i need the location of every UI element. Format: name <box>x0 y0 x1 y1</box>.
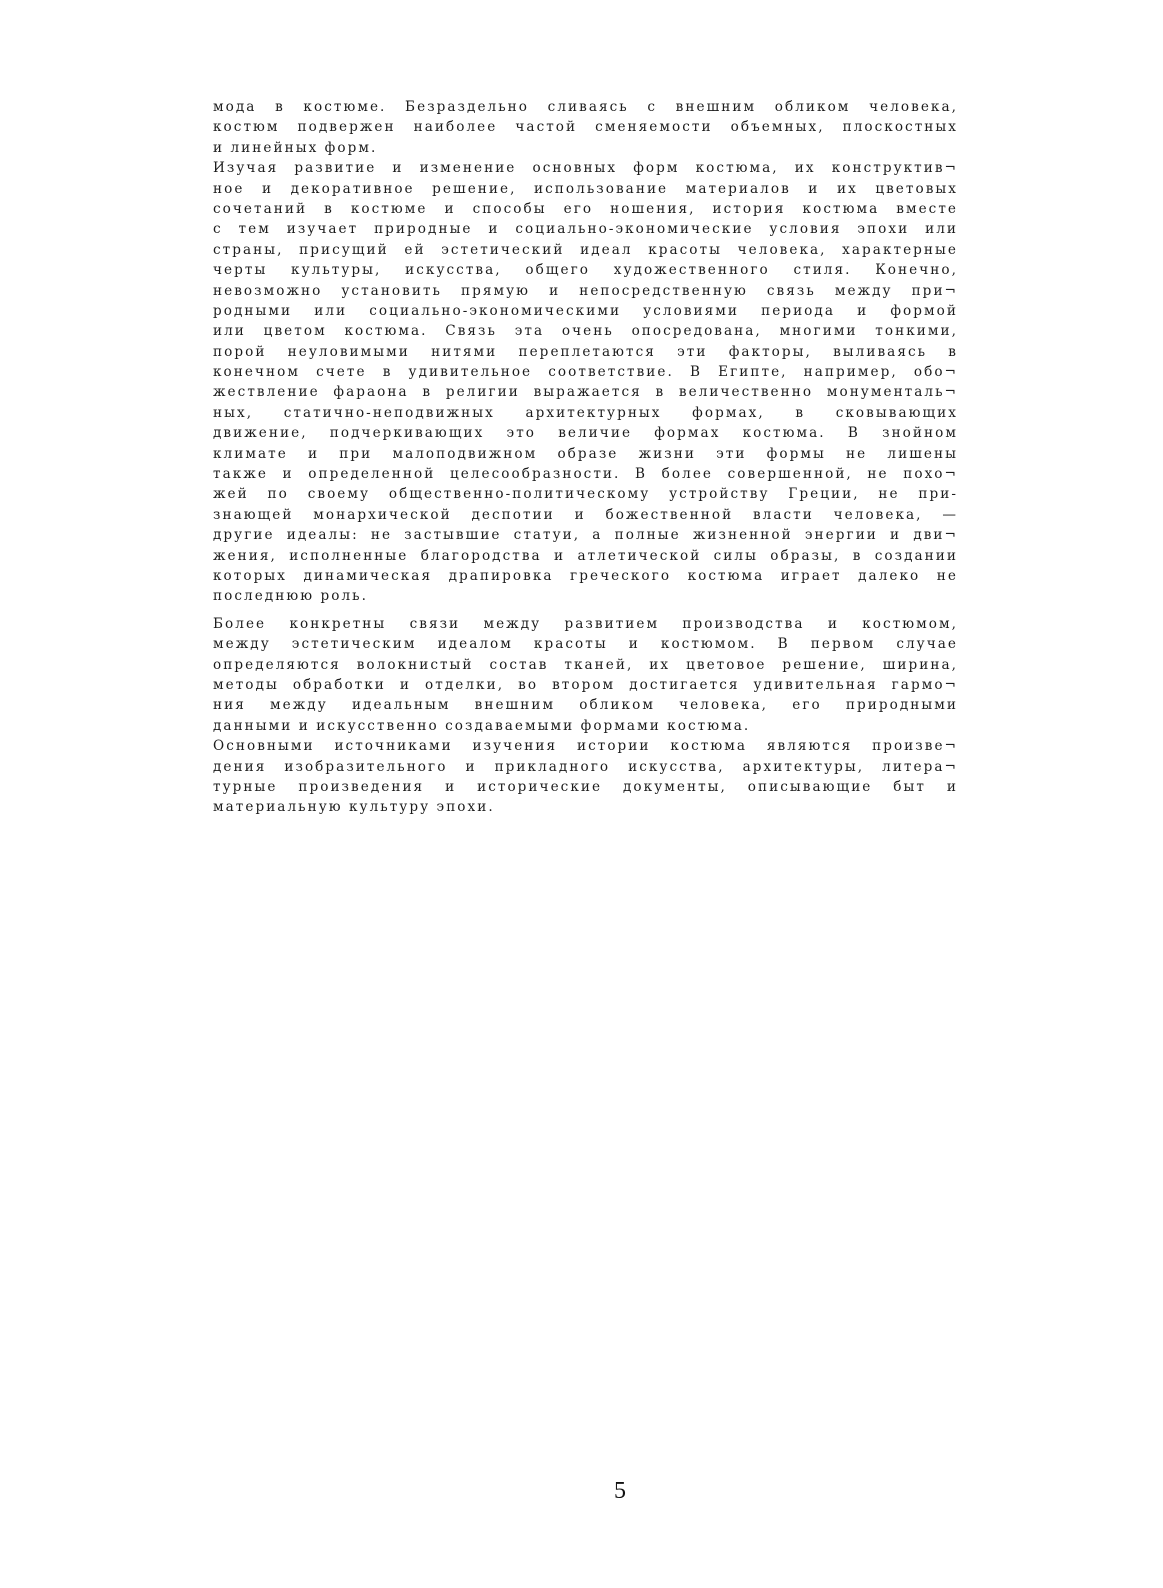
paragraph <box>213 736 958 818</box>
paragraph <box>213 97 958 158</box>
text-line: ное и декоративное решение, использование материалов и их цветовых <box>213 180 958 197</box>
text-line: Более конкретны связи между развитием производства и костюмом, <box>213 615 958 632</box>
text-line: черты культуры, искусства, общего художественного стиля. Конечно, <box>213 262 958 279</box>
text-line: материальную культуру эпохи. <box>213 799 495 816</box>
text-line: и линейных форм. <box>213 139 378 156</box>
text-line: последнюю роль. <box>213 588 368 605</box>
text-line: между эстетическим идеалом красоты и костюмом. В первом случае <box>213 636 958 653</box>
paragraph-gap <box>213 607 958 614</box>
text-line: сочетаний в костюме и способы его ношения, история костюма вместе <box>213 200 958 217</box>
text-line: страны, присущий ей эстетический идеал красоты человека, характерные <box>213 241 958 258</box>
text-line: с тем изучает природные и социально-экономические условия эпохи или <box>213 221 958 238</box>
text-line: данными и искусственно создаваемыми формами костюма. <box>213 717 751 734</box>
text-line: жения, исполненные благородства и атлетической силы образы, в создании <box>213 547 958 564</box>
text-line: ния между идеальным внешним обликом человека, его природными <box>213 697 958 714</box>
text-line: турные произведения и исторические документы, описывающие быт и <box>213 778 958 795</box>
text-line: конечном счете в удивительное соответствие. В Египте, например, обо¬ <box>213 364 958 381</box>
text-line: родными или социально-экономическими условиями периода и формой <box>213 302 958 319</box>
text-line: методы обработки и отделки, во втором достигается удивительная гармо¬ <box>213 676 958 693</box>
text-line: жей по своему общественно-политическому устройству Греции, не при- <box>213 486 958 503</box>
text-line: невозможно установить прямую и непосредственную связь между при¬ <box>213 282 958 299</box>
text-line: знающей монархической деспотии и божественной власти человека, — <box>213 506 958 523</box>
page-number: 5 <box>614 1478 626 1504</box>
text-line: мода в костюме. Безраздельно сливаясь с внешним обликом человека, <box>213 99 958 115</box>
text-line: Изучая развитие и изменение основных форм костюма, их конструктив¬ <box>213 160 958 177</box>
text-line: Основными источниками изучения истории костюма являются произве¬ <box>213 738 958 755</box>
text-line: дения изобразительного и прикладного искусства, архитектуры, литера¬ <box>213 758 958 775</box>
text-line: движение, подчеркивающих это величие формах костюма. В знойном <box>213 425 958 442</box>
text-line: определяются волокнистый состав тканей, их цветовое решение, ширина, <box>213 656 958 673</box>
text-line: другие идеалы: не застывшие статуи, а полные жизненной энергии и дви¬ <box>213 527 958 544</box>
text-line: которых динамическая драпировка греческого костюма играет далеко не <box>213 567 958 584</box>
text-line: порой неуловимыми нитями переплетаются эти факторы, выливаясь в <box>213 343 958 360</box>
paragraph <box>213 614 958 736</box>
text-line: ных, статично-неподвижных архитектурных формах, в сковывающих <box>213 404 958 421</box>
text-line: также и определенной целесообразности. В более совершенной, не похо¬ <box>213 466 958 483</box>
body-text <box>213 97 958 818</box>
text-line: климате и при малоподвижном образе жизни эти формы не лишены <box>213 445 958 462</box>
text-line: или цветом костюма. Связь эта очень опосредована, многими тонкими, <box>213 323 958 340</box>
paragraph <box>213 158 958 607</box>
text-line: костюм подвержен наиболее частой сменяемости объемных, плоскостных <box>213 119 958 136</box>
text-line: жествление фараона в религии выражается в величественно монументаль¬ <box>213 384 958 401</box>
